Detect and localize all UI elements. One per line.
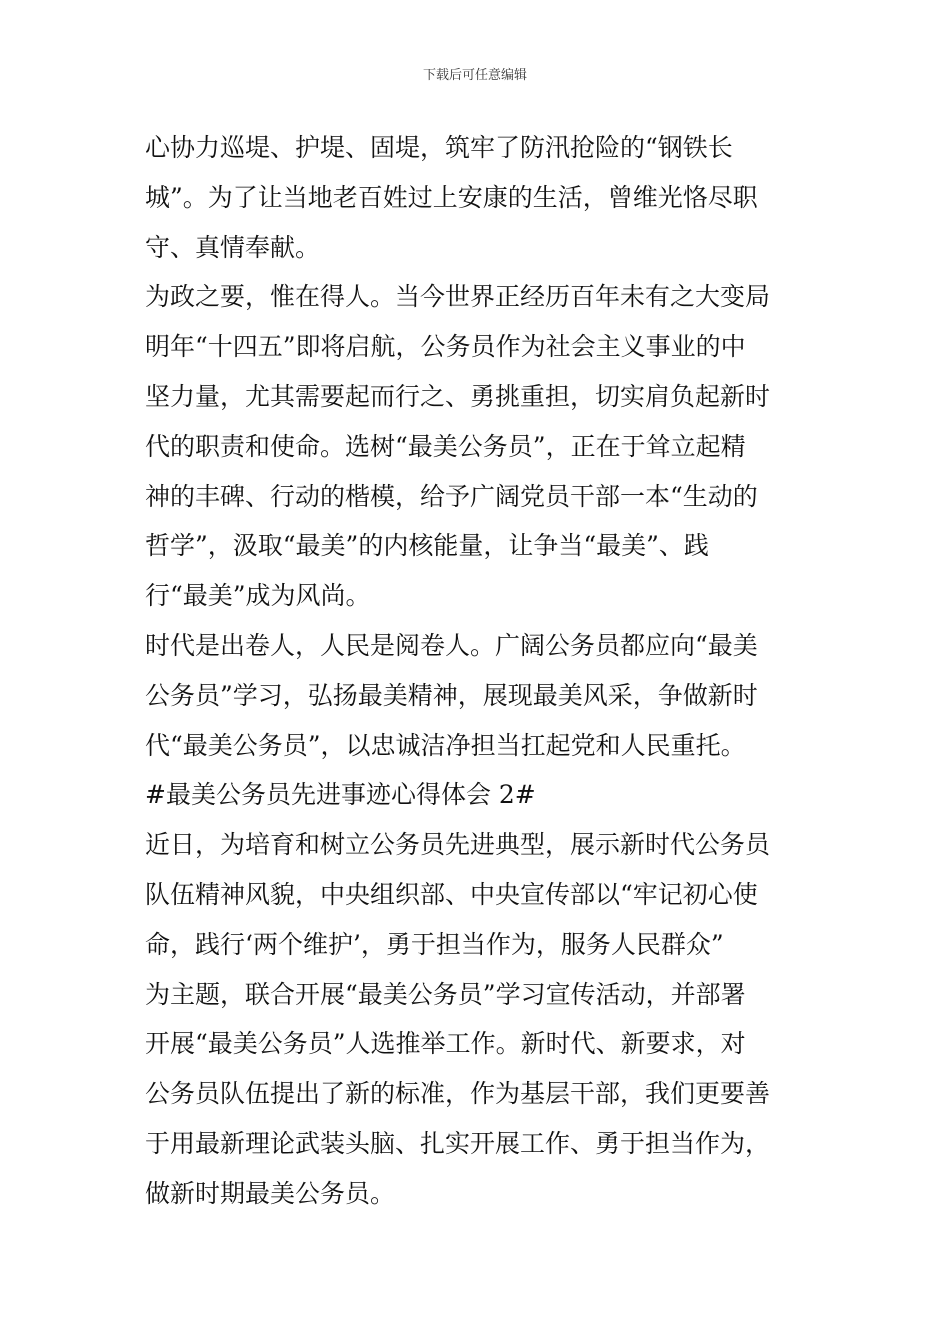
text-line: 开展“最美公务员”人选推举工作。新时代、新要求，对 bbox=[145, 1029, 746, 1059]
text-line: 近日，为培育和树立公务员先进典型，展示新时代公务员 bbox=[145, 830, 771, 860]
text-line: 为政之要，惟在得人。当今世界正经历百年未有之大变局 bbox=[145, 282, 771, 312]
text-line: 守、真情奉献。 bbox=[145, 232, 321, 262]
document-body bbox=[145, 123, 815, 1219]
section-heading: #最美公务员先进事迹心得体会 2# bbox=[145, 780, 536, 810]
text-line: 明年“十四五”即将启航，公务员作为社会主义事业的中 bbox=[145, 332, 746, 362]
text-line: 时代是出卷人，人民是阅卷人。广阔公务员都应向“最美 bbox=[145, 630, 758, 660]
text-line: 公务员”学习，弘扬最美精神，展现最美风采，争做新时 bbox=[145, 680, 758, 710]
text-line: 公务员队伍提出了新的标准，作为基层干部，我们更要善 bbox=[145, 1079, 771, 1109]
text-line: 哲学”，汲取“最美”的内核能量，让争当“最美”、践 bbox=[145, 531, 709, 561]
text-line: 城”。为了让当地老百姓过上安康的生活，曾维光恪尽职 bbox=[145, 182, 758, 212]
text-line: 为主题，联合开展“最美公务员”学习宣传活动，并部署 bbox=[145, 979, 746, 1009]
text-line: 神的丰碑、行动的楷模，给予广阔党员干部一本“生动的 bbox=[145, 481, 758, 511]
text-line: 队伍精神风貌，中央组织部、中央宣传部以“牢记初心使 bbox=[145, 879, 758, 909]
text-line: 行“最美”成为风尚。 bbox=[145, 581, 371, 611]
text-line: 心协力巡堤、护堤、固堤，筑牢了防汛抢险的“钢铁长 bbox=[145, 133, 733, 162]
text-line: 坚力量，尤其需要起而行之、勇挑重担，切实肩负起新时 bbox=[145, 381, 771, 411]
text-line: 命，践行‘两个维护’，勇于担当作为，服务人民群众” bbox=[145, 929, 724, 959]
text-line: 于用最新理论武装头脑、扎实开展工作、勇于担当作为， bbox=[145, 1128, 771, 1158]
page-header: 下载后可任意编辑 bbox=[422, 68, 527, 83]
text-line: 代的职责和使命。选树“最美公务员”，正在于耸立起精 bbox=[145, 431, 746, 461]
text-line: 代“最美公务员”，以忠诚洁净担当扛起党和人民重托。 bbox=[145, 730, 746, 760]
text-line: 做新时期最美公务员。 bbox=[145, 1178, 396, 1208]
